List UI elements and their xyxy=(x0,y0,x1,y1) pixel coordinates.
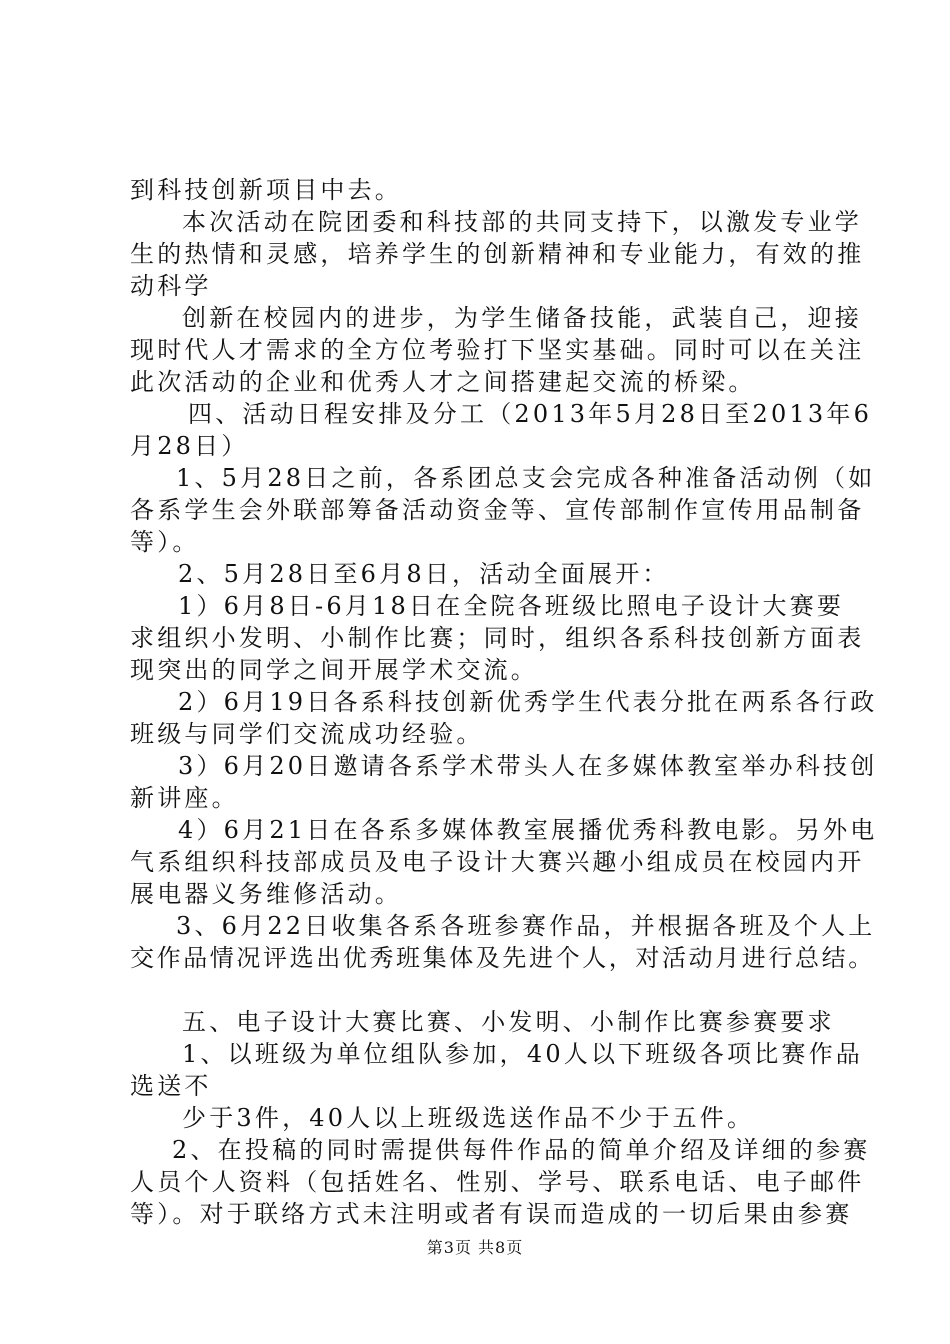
text-line: 等）。对于联络方式未注明或者有误而造成的一切后果由参赛 xyxy=(130,1200,853,1228)
text-line: 本次活动在院团委和科技部的共同支持下，以激发专业学 xyxy=(182,208,862,236)
text-line: 班级与同学们交流成功经验。 xyxy=(130,720,484,748)
section-heading: 四、活动日程安排及分工（2013年5月28日至2013年6 xyxy=(188,400,873,428)
text-line: 2、在投稿的同时需提供每件作品的简单介绍及详细的参赛 xyxy=(172,1136,871,1164)
text-line: 创新在校园内的进步，为学生储备技能，武装自己，迎接 xyxy=(182,304,862,332)
text-line: 人员个人资料（包括姓名、性别、学号、联系电话、电子邮件 xyxy=(130,1168,865,1196)
text-line: 新讲座。 xyxy=(130,784,239,812)
text-line: 到科技创新项目中去。 xyxy=(130,176,402,204)
text-line: 2）6月19日各系科技创新优秀学生代表分批在两系各行政 xyxy=(178,688,878,716)
text-line: 展电器义务维修活动。 xyxy=(130,880,402,908)
page-number-footer: 第3页 共8页 xyxy=(426,1238,524,1257)
section-heading: 五、电子设计大赛比赛、小发明、小制作比赛参赛要求 xyxy=(182,1008,835,1036)
text-line: 4）6月21日在各系多媒体教室展播优秀科教电影。另外电 xyxy=(178,816,878,844)
text-line: 等）。 xyxy=(130,528,200,556)
text-line: 选送不 xyxy=(130,1072,212,1100)
text-line: 1）6月8日-6月18日在全院各班级比照电子设计大赛要 xyxy=(178,592,845,620)
text-line: 此次活动的企业和优秀人才之间搭建起交流的桥梁。 xyxy=(130,368,756,396)
text-line: 2、5月28日至6月8日，活动全面展开： xyxy=(178,560,670,588)
text-line: 现突出的同学之间开展学术交流。 xyxy=(130,656,538,684)
text-line: 交作品情况评选出优秀班集体及先进个人，对活动月进行总结。 xyxy=(130,944,875,972)
text-line: 月28日） xyxy=(130,432,249,460)
text-line: 动科学 xyxy=(130,272,212,300)
text-line: 气系组织科技部成员及电子设计大赛兴趣小组成员在校园内开 xyxy=(130,848,865,876)
text-line: 现时代人才需求的全方位考验打下坚实基础。同时可以在关注 xyxy=(130,336,865,364)
text-line: 3、6月22日收集各系各班参赛作品，并根据各班及个人上 xyxy=(176,912,876,940)
text-line: 1、以班级为单位组队参加，40人以下班级各项比赛作品 xyxy=(182,1040,864,1068)
text-line: 各系学生会外联部筹备活动资金等、宣传部制作宣传用品制备 xyxy=(130,496,865,524)
text-line: 生的热情和灵感，培养学生的创新精神和专业能力，有效的推 xyxy=(130,240,865,268)
text-line: 1、5月28日之前，各系团总支会完成各种准备活动例（如 xyxy=(176,464,876,492)
text-line: 3）6月20日邀请各系学术带头人在多媒体教室举办科技创 xyxy=(178,752,878,780)
text-line: 少于3件，40人以上班级选送作品不少于五件。 xyxy=(182,1104,755,1132)
text-line: 求组织小发明、小制作比赛；同时，组织各系科技创新方面表 xyxy=(130,624,865,652)
